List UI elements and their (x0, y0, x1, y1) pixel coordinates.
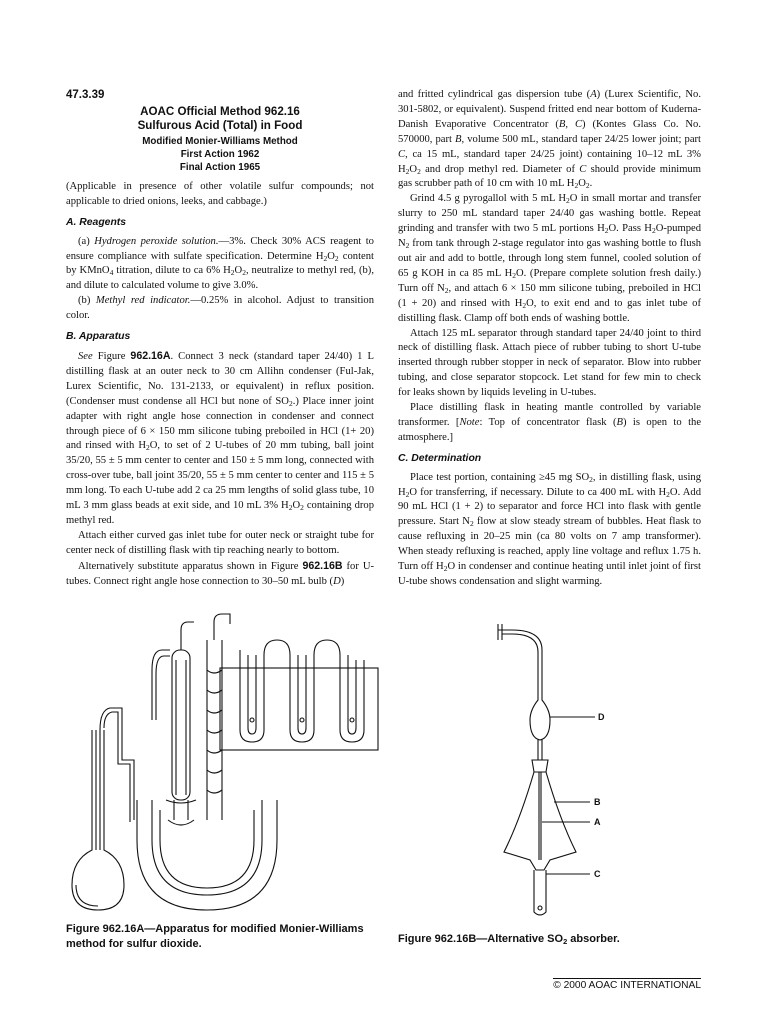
section-number: 47.3.39 (66, 89, 105, 101)
final-action: Final Action 1965 (179, 161, 261, 173)
apparatus-paragraph-4: and fritted cylindrical gas dispersion tube (A) (Lurex Scientific, No. 301-5802, or equivalent). Suspend fritted end near bottom of Kuderna-Danish Evaporative Concentrator (B, C) (Kontes Glass Co. No. 570000, part B, volume 500 mL, standard taper 24/25 lower joint; part C, ca 15 mL, standard taper 24/25 joint) containing 10–12 mL 3% $H_2O_2$ and drop methyl red. Diameter of C should provide minimum gas scrubber path of 10 cm with 10 mL $H_2O_2$. (398, 89, 702, 191)
u-tube-water-bath (220, 668, 378, 750)
determination-heading: C. Determination (398, 452, 482, 464)
concentrator-flask-b (504, 772, 576, 870)
copyright-footer: © 2000 AOAC INTERNATIONAL (553, 980, 701, 991)
figure-a-caption: Figure 962.16A—Apparatus for modified Monier-Williams method for sulfur dioxide. (66, 923, 364, 950)
method-title: AOAC Official Method 962.16 (140, 104, 300, 118)
label-b: B (594, 797, 601, 807)
method-subtitle: Modified Monier-Williams Method (142, 135, 298, 147)
distilling-flask-left (72, 730, 124, 910)
bulbed-column (207, 614, 230, 820)
determination-paragraph-1: Place test portion, containing ≥45 mg $SO_2$, in distilling flask, using $H_2O$ for transferring, if necessary. Dilute to ca 400 mL with $H_2O$. Add 90 mL HCl (1 + 2) to separator and force HCl into flask with gentle pressure. Start $N_2$ flow at slow steady stream of bubbles. Heat flask to cause refluxing in 20–25 min (ca 80 volts on 7 amp transformer). When steady refluxing is reached, apply line voltage and reflux 1.75 h. Turn off $H_2O$ in condenser and continue heating until inlet joint of first U-tube shows condensation and slight warming. (398, 471, 702, 587)
applicability-note: (Applicable in presence of other volatile sulfur compounds; not applicable to dried onions, leeks, and cabbage.) (66, 180, 374, 207)
reagent-b-paragraph: (b) Methyl red indicator.—0.25% in alcohol. Adjust to transition color. (66, 295, 374, 322)
label-a: A (594, 817, 601, 827)
hose-connector (152, 650, 170, 720)
standard-taper-joint (532, 760, 548, 772)
right-column (398, 88, 701, 590)
apparatus-paragraph-2: Attach either curved gas inlet tube for outer neck or straight tube for center neck of distilling flask with tip reaching nearly to bottom. (66, 529, 374, 556)
figure-b-absorber-drawing (480, 620, 610, 920)
label-c: C (594, 869, 601, 879)
apparatus-heading: B. Apparatus (66, 331, 131, 343)
apparatus-paragraph-3: Alternatively substitute apparatus shown in Figure 962.16B for U-tubes. Connect right angle hose connection to 30–50 mL bulb (D) (66, 559, 374, 587)
reagents-heading: A. Reagents (66, 216, 127, 228)
reagent-a-paragraph: (a) Hydrogen peroxide solution.—3%. Check 30% ACS reagent to ensure compliance with sulfate specification. Determine $H_2O_2$ content by KMnO$_4$ titration, dilute to ca 6% $H_2O_2$, neutralize to methyl red, (b), and dilute to calculated volume to give 3.0%. (66, 235, 374, 292)
method-subject: Sulfurous Acid (Total) in Food (137, 118, 303, 132)
hose-connection (498, 630, 512, 634)
label-d: D (598, 712, 605, 722)
bulb-d (530, 680, 550, 740)
absorber-u-tubes (240, 640, 364, 742)
figure-a-apparatus-drawing (62, 610, 382, 920)
first-action: First Action 1962 (180, 148, 260, 160)
figure-b-caption: Figure 962.16B—Alternative $SO_2$ absorber. (398, 933, 620, 946)
apparatus-paragraph-6: Attach 125 mL separator through standard taper 24/40 joint to third neck of distilling flask. Attach piece of rubber tubing to short U-tube inserted through rubber stopper in neck of separator. Blow into rubber tubing, and close separator stopcock. Let stand for few min to check for leaks shown by liquids leveling in U-tubes. (398, 327, 701, 399)
apparatus-paragraph-1: See Figure 962.16A. Connect 3 neck (standard taper 24/40) 1 L distilling flask at an outer neck to 30 cm Allihn condenser (Ful-Jak, Lurex Scientific, No. 131-2133, or equivalent) in reflux position. (Condenser must condense all HCl but none of $SO_2$.) Place inner joint adapter with right angle hose connection in condenser and connect through piece of 6 × 150 mm silicone tubing preboiled in HCl (1+ 20) and rinsed with $H_2O$, to set of 2 U-tubes of 20 mm tubing, ball joint 35/20, 55 ± 5 mm center to center and 150 ± 5 mm long, connected with cross-over tube, ball joint 35/20, 55 ± 5 mm center to center and 115 ± 5 mm long. To each U-tube add 2 ca 25 mm lengths of solid glass tube, 10 mL 3 mm glass beads at exit side, and 10 mL 3% $H_2O_2$ containing drop methyl red. (66, 349, 374, 526)
left-column (66, 88, 374, 589)
apparatus-paragraph-5: Grind 4.5 g pyrogallol with 5 mL $H_2O$ in small mortar and transfer slurry to 250 mL standard taper 24/40 gas washing bottle. Repeat grinding and transfer with two 5 mL portions $H_2O$. Pass $H_2O$-pumped $N_2$ from tank through 2-stage regulator into gas washing bottle to flush out air and add to bottle, through long stem funnel, cooled solution of 65 g KOH in ca 85 mL $H_2O$. (Prepare complete solution fresh daily.) Turn off $N_2$, and attach 6 × 150 mm silicone tubing, preboiled in HCl (1 + 20) and rinsed with $H_2O$, to exit end and to gas inlet tube of distilling flask. Clamp off both ends of washing bottle. (398, 193, 702, 324)
receiver-tube-c (534, 870, 546, 915)
dispersion-tube-a (539, 772, 541, 860)
apparatus-paragraph-7: Place distilling flask in heating mantle controlled by variable transformer. [Note: Top of concentrator flask (B) is open to the atmosphere.] (398, 402, 702, 443)
allihn-condenser (166, 622, 196, 825)
